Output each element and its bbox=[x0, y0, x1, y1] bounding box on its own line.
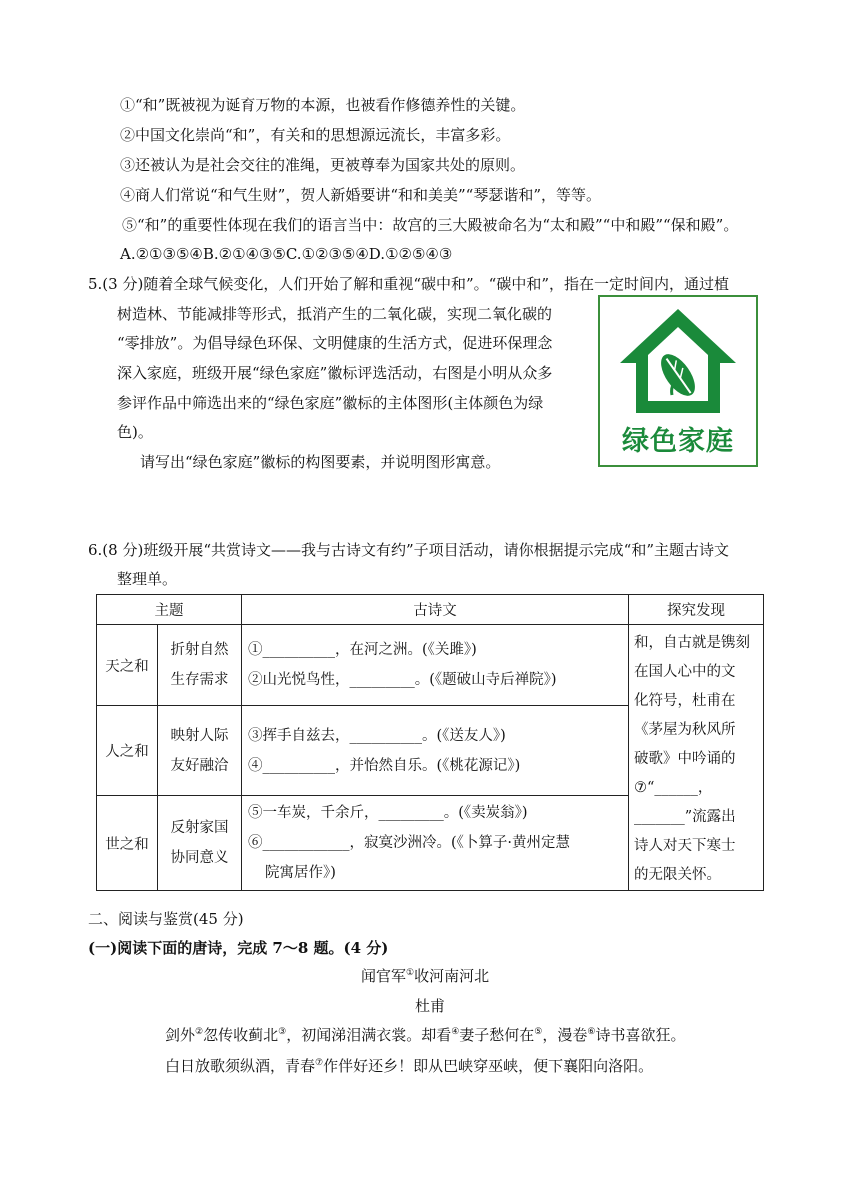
poem-title-part: 收河南河北 bbox=[414, 967, 490, 985]
subtopic-line: 协同意义 bbox=[170, 850, 229, 867]
poem-table bbox=[96, 594, 764, 891]
finding-line: ⑦“______， bbox=[634, 780, 713, 796]
green-family-logo bbox=[598, 295, 758, 467]
footnote-mark: ⑤ bbox=[534, 1027, 543, 1037]
blank-line-4: ④__________，并怡然自乐。(《桃花源记》) bbox=[248, 757, 521, 774]
q5-line-5: 参评作品中筛选出来的“绿色家庭”徽标的主体图形(主体颜色为绿 bbox=[117, 394, 544, 412]
poem-text: 作伴好还乡！即从巴峡穿巫峡，便下襄阳向洛阳。 bbox=[323, 1057, 654, 1075]
topic-cell: 世之和 bbox=[97, 796, 158, 891]
finding-line: 《茅屋为秋风所 bbox=[634, 722, 736, 738]
poem-text: 诗书喜欲狂。 bbox=[595, 1026, 686, 1044]
blank-line-2: ②山光悦鸟性，_________。(《题破山寺后禅院》) bbox=[248, 672, 557, 689]
poem-text: ，漫卷 bbox=[542, 1026, 588, 1044]
finding-line: 和，自古就是镌刻 bbox=[634, 635, 750, 651]
header-topic: 主题 bbox=[97, 595, 242, 625]
poem-text: 剑外 bbox=[165, 1026, 196, 1044]
q5-line-4: 深入家庭，班级开展“绿色家庭”徽标评选活动，右图是小明从众多 bbox=[117, 364, 553, 382]
table-row bbox=[97, 625, 764, 706]
logo-caption: 绿色家庭 bbox=[622, 426, 734, 457]
poem-text: 妻子愁何在 bbox=[459, 1026, 535, 1044]
table-header-row bbox=[97, 595, 764, 625]
poem-line-1 bbox=[165, 1025, 685, 1045]
finding-line: 的无限关怀。 bbox=[634, 867, 721, 883]
footnote-mark: ① bbox=[406, 968, 415, 978]
section-heading: 二、阅读与鉴赏(45 分) bbox=[88, 910, 244, 928]
q5-line-2: 树造林、节能减排等形式，抵消产生的二氧化碳，实现二氧化碳的 bbox=[117, 305, 553, 323]
answer-choices: A.②①③⑤④B.②①④③⑤C.①②③⑤④D.①②⑤④③ bbox=[120, 245, 453, 263]
poem-text: ，初闻涕泪满衣裳。却看 bbox=[286, 1026, 452, 1044]
footnote-mark: ⑦ bbox=[315, 1058, 324, 1068]
q5-line-1: 5.(3 分)随着全球气候变化，人们开始了解和重视“碳中和”。“碳中和”，指在一定时间内，通过植 bbox=[88, 275, 730, 293]
header-findings: 探究发现 bbox=[629, 595, 764, 625]
blank-line-3: ③挥手自兹去，__________。(《送友人》) bbox=[248, 727, 506, 744]
subtopic-cell bbox=[158, 796, 242, 891]
subtopic-cell bbox=[158, 706, 242, 796]
sub-heading: (一)阅读下面的唐诗，完成 7～8 题。(4 分) bbox=[88, 939, 389, 957]
footnote-mark: ② bbox=[195, 1027, 204, 1037]
finding-line: 在国人心中的文 bbox=[634, 664, 736, 680]
q6-line-1: 6.(8 分)班级开展“共赏诗文——我与古诗文有约”子项目活动，请你根据提示完成“和”主题古诗文 bbox=[88, 541, 730, 559]
subtopic-line: 折射自然 bbox=[170, 642, 229, 659]
option-4: ④商人们常说“和气生财”，贺人新婚要讲“和和美美”“琴瑟谐和”，等等。 bbox=[120, 186, 602, 204]
poem-text: 忽传收蓟北 bbox=[203, 1026, 279, 1044]
subtopic-line: 映射人际 bbox=[170, 727, 229, 744]
blank-line-6: ⑥____________，寂寞沙洲冷。(《卜算子·黄州定慧 bbox=[248, 835, 571, 852]
subtopic-line: 反射家国 bbox=[170, 820, 229, 837]
findings-cell bbox=[629, 625, 764, 891]
header-poem: 古诗文 bbox=[242, 595, 629, 625]
topic-cell: 天之和 bbox=[97, 625, 158, 706]
poem-cell bbox=[242, 625, 629, 706]
option-3: ③还被认为是社会交往的准绳，更被尊奉为国家共处的原则。 bbox=[120, 156, 526, 174]
poem-cell bbox=[242, 706, 629, 796]
q6-line-2: 整理单。 bbox=[117, 570, 178, 588]
footnote-mark: ③ bbox=[278, 1027, 287, 1037]
footnote-mark: ⑥ bbox=[587, 1027, 596, 1037]
finding-line: 诗人对天下寒士 bbox=[634, 838, 736, 854]
finding-line: 破歌》中吟诵的 bbox=[634, 751, 736, 767]
blank-line-1: ①__________，在河之洲。(《关雎》) bbox=[248, 642, 477, 659]
option-1: ①“和”既被视为诞育万物的本源，也被看作修德养性的关键。 bbox=[120, 96, 526, 114]
option-2: ②中国文化崇尚“和”，有关和的思想源远流长，丰富多彩。 bbox=[120, 126, 511, 144]
blank-line-6-cont: 院寓居作》) bbox=[265, 865, 336, 882]
subtopic-cell bbox=[158, 625, 242, 706]
footnote-mark: ④ bbox=[451, 1027, 460, 1037]
finding-line: 化符号，杜甫在 bbox=[634, 693, 736, 709]
poem-text: 白日放歌须纵酒，青春 bbox=[165, 1057, 316, 1075]
poem-cell bbox=[242, 796, 629, 891]
finding-line: _______”流露出 bbox=[634, 809, 736, 825]
option-5: ⑤“和”的重要性体现在我们的语言当中：故宫的三大殿被命名为“太和殿”“中和殿”“保和殿”。 bbox=[122, 216, 739, 234]
blank-line-5: ⑤一车炭，千余斤，_________。(《卖炭翁》) bbox=[248, 805, 528, 822]
q5-line-3: “零排放”。为倡导绿色环保、文明健康的生活方式，促进环保理念 bbox=[117, 334, 553, 352]
q5-line-6: 色)。 bbox=[117, 423, 153, 441]
topic-cell: 人之和 bbox=[97, 706, 158, 796]
subtopic-line: 生存需求 bbox=[170, 672, 229, 689]
poem-line-2 bbox=[165, 1056, 653, 1076]
poem-author: 杜甫 bbox=[415, 997, 446, 1015]
poem-title bbox=[361, 966, 489, 986]
subtopic-line: 友好融洽 bbox=[170, 757, 229, 774]
poem-title-part: 闻官军 bbox=[361, 967, 407, 985]
q5-prompt: 请写出“绿色家庭”徽标的构图要素，并说明图形寓意。 bbox=[140, 453, 501, 471]
